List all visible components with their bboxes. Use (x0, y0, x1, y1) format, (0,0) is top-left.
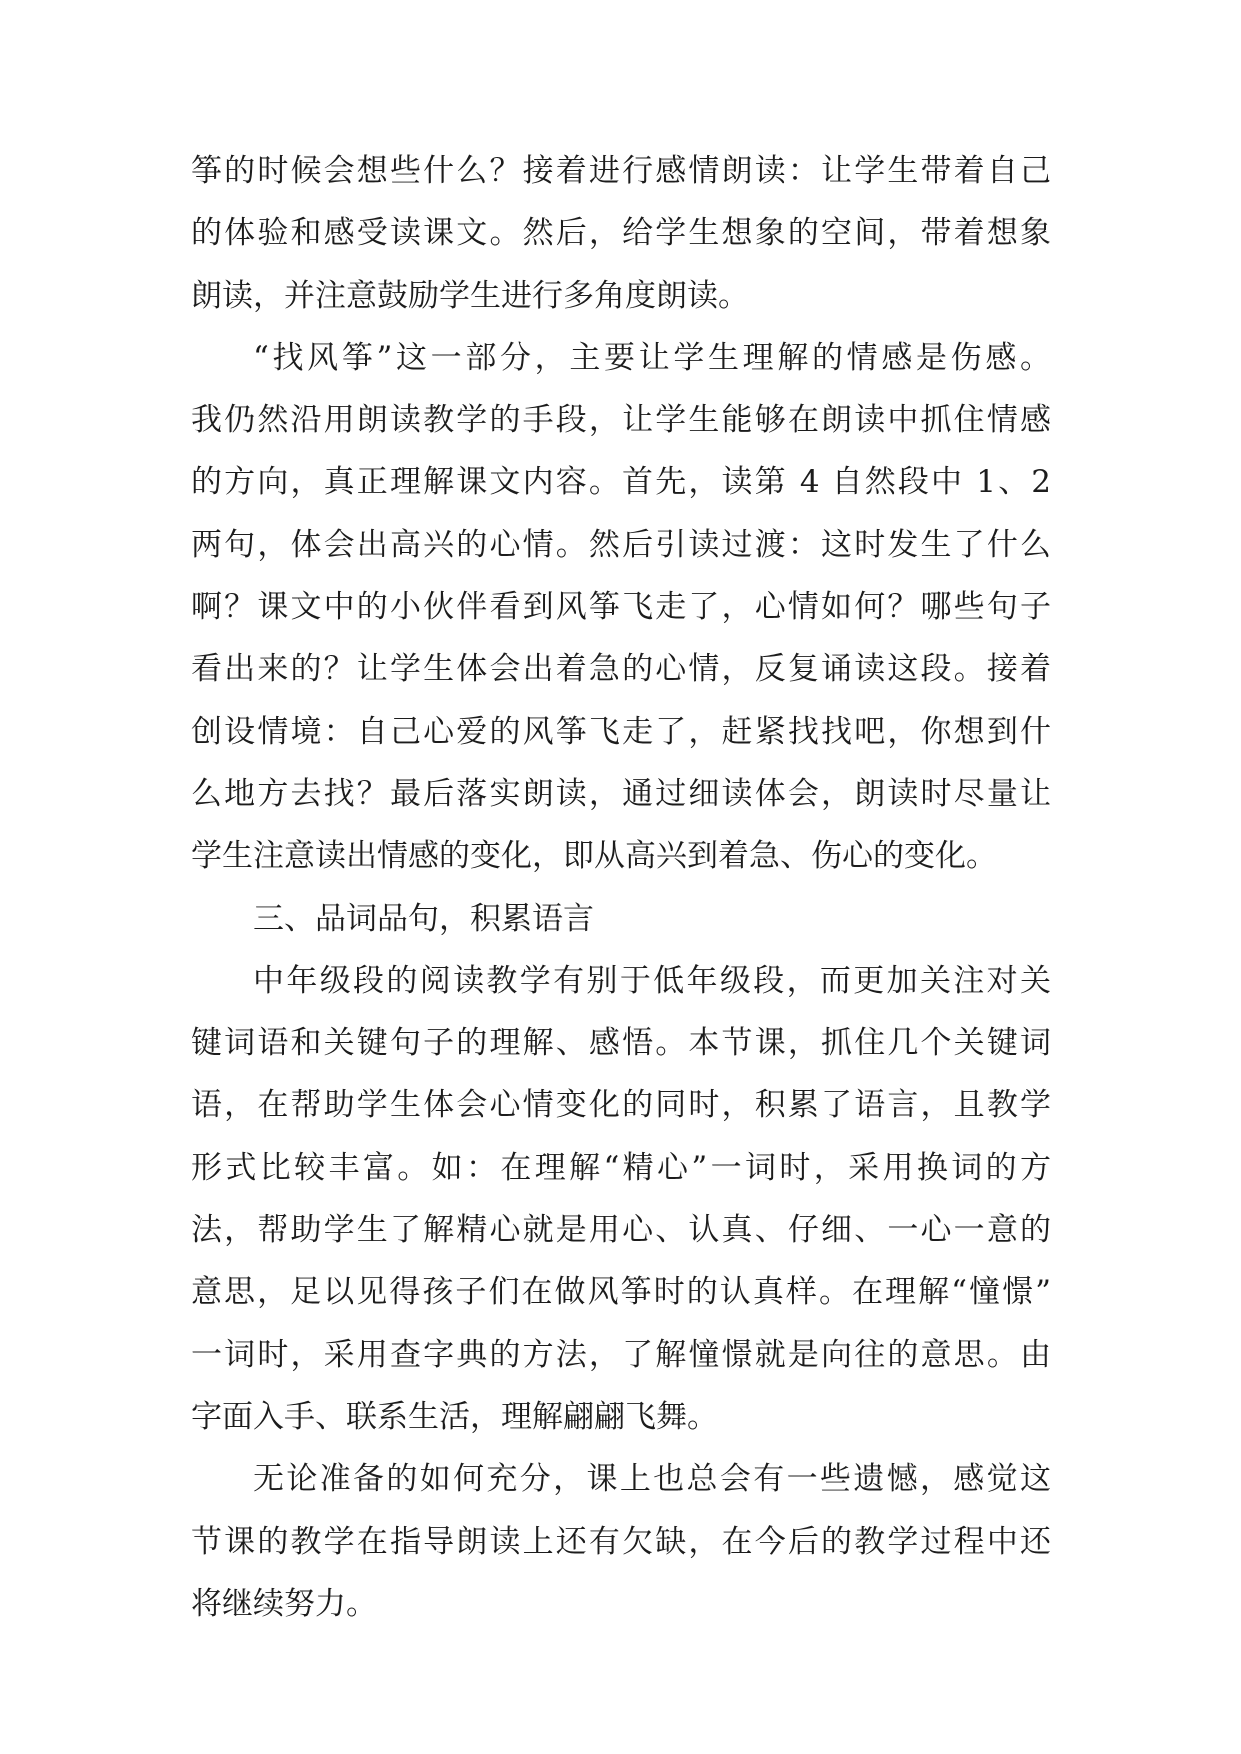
section-heading: 三、品词品句，积累语言 (253, 900, 594, 937)
text-line: 键词语和关键句子的理解、感悟。本节课，抓住几个关键词 (191, 1025, 1051, 1062)
text-line: 节课的教学在指导朗读上还有欠缺，在今后的教学过程中还 (191, 1523, 1051, 1560)
text-line: 我仍然沿用朗读教学的手段，让学生能够在朗读中抓住情感 (191, 402, 1051, 439)
text-line: “找风筝”这一部分，主要让学生理解的情感是伤感。 (253, 339, 1051, 376)
text-line: 朗读，并注意鼓励学生进行多角度朗读。 (191, 277, 749, 314)
text-line: 语，在帮助学生体会心情变化的同时，积累了语言，且教学 (191, 1087, 1051, 1124)
text-line: 字面入手、联系生活，理解翩翩飞舞。 (191, 1398, 718, 1435)
text-line: 法，帮助学生了解精心就是用心、认真、仔细、一心一意的 (191, 1212, 1051, 1249)
text-line: 的体验和感受读课文。然后，给学生想象的空间，带着想象 (191, 215, 1051, 252)
text-line: 么地方去找？最后落实朗读，通过细读体会，朗读时尽量让 (191, 775, 1051, 812)
document-body (191, 153, 1051, 1651)
text-line: 一词时，采用查字典的方法，了解憧憬就是向往的意思。由 (191, 1336, 1051, 1373)
text-line: 两句，体会出高兴的心情。然后引读过渡：这时发生了什么 (191, 526, 1051, 563)
text-line: 的方向，真正理解课文内容。首先，读第 4 自然段中 1、2 (191, 464, 1051, 501)
text-line: 筝的时候会想些什么？接着进行感情朗读：让学生带着自己 (191, 153, 1051, 189)
text-line: 将继续努力。 (191, 1585, 377, 1622)
text-line: 中年级段的阅读教学有别于低年级段，而更加关注对关 (253, 962, 1051, 999)
text-line: 啊？课文中的小伙伴看到风筝飞走了，心情如何？哪些句子 (191, 589, 1051, 626)
text-line: 意思，足以见得孩子们在做风筝时的认真样。在理解“憧憬” (191, 1274, 1051, 1311)
text-line: 创设情境：自己心爱的风筝飞走了，赶紧找找吧，你想到什 (191, 713, 1051, 750)
text-line: 无论准备的如何充分，课上也总会有一些遗憾，感觉这 (253, 1461, 1051, 1498)
text-line: 看出来的？让学生体会出着急的心情，反复诵读这段。接着 (191, 651, 1051, 688)
text-line: 学生注意读出情感的变化，即从高兴到着急、伤心的变化。 (191, 838, 997, 875)
text-line: 形式比较丰富。如：在理解“精心”一词时，采用换词的方 (191, 1149, 1051, 1186)
